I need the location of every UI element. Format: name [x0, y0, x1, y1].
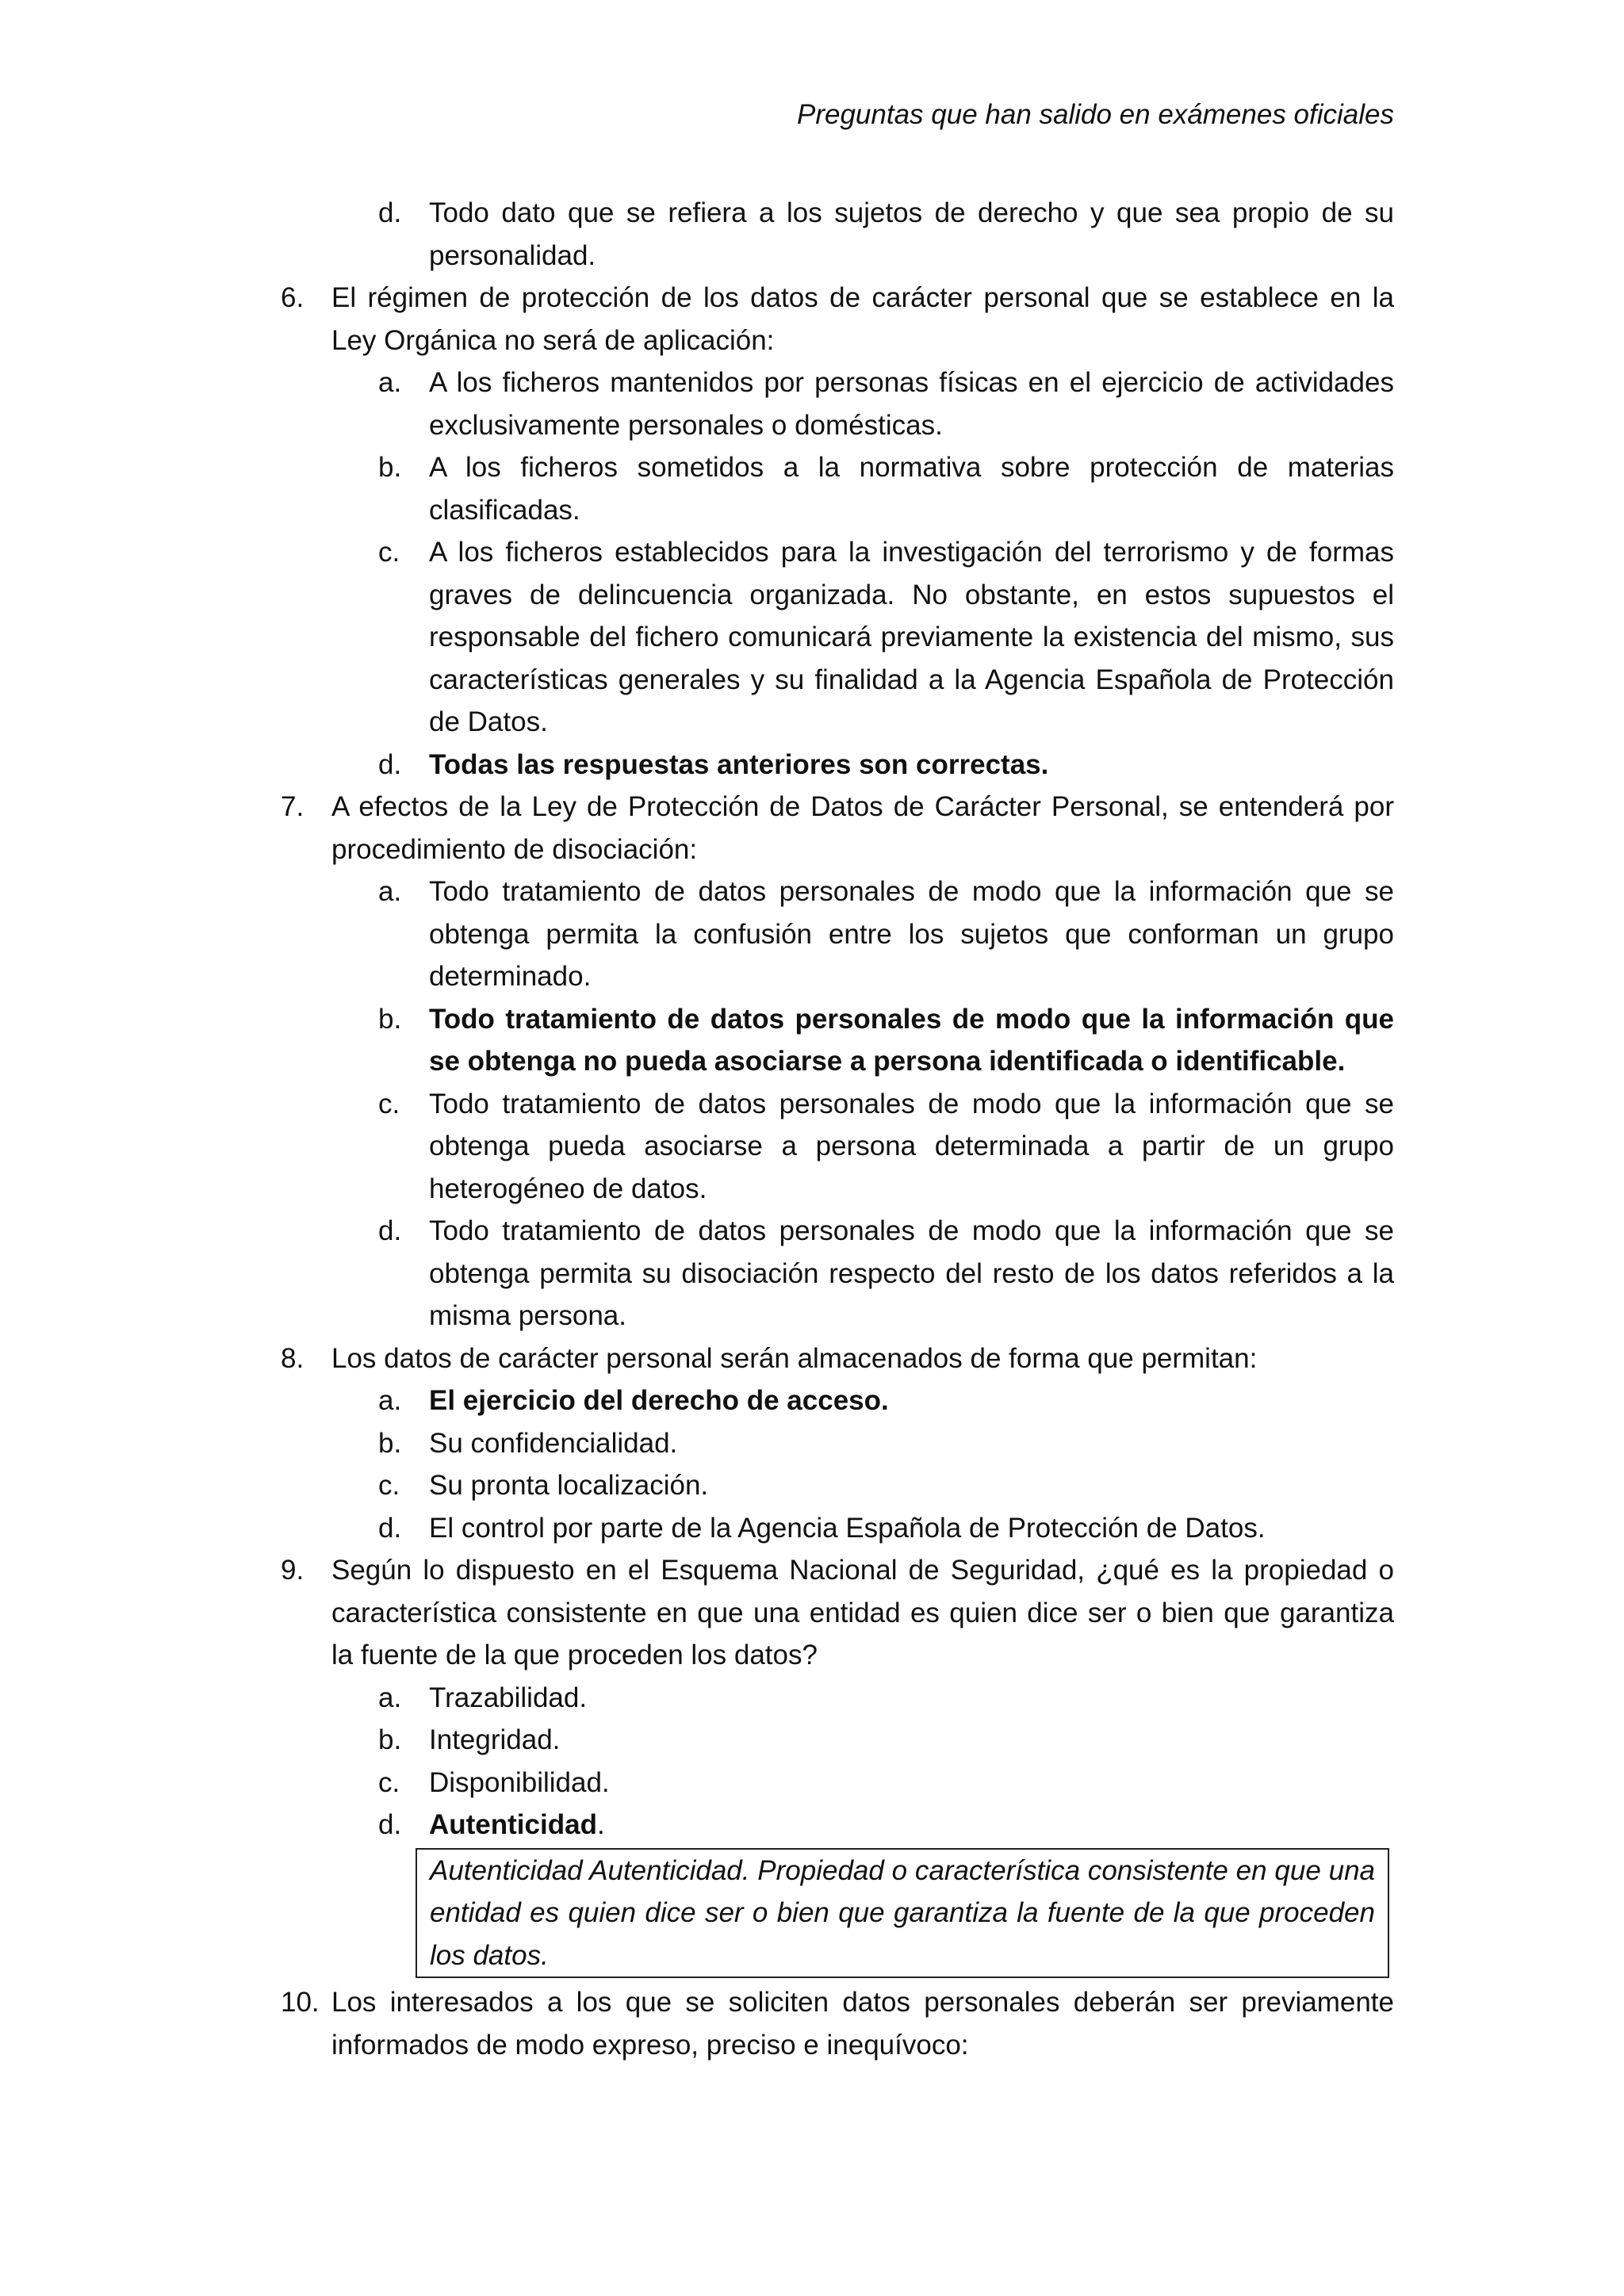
option-text: Todo tratamiento de datos personales de modo que la información que se obtenga permita su disociación respecto del resto de los datos referidos a la misma persona.	[429, 1215, 1394, 1331]
option-letter: b.	[378, 1724, 402, 1755]
option-text: Trazabilidad.	[429, 1682, 588, 1713]
option-letter: d.	[378, 748, 402, 780]
q8-option-a-correct	[378, 1380, 1394, 1422]
option-text: Integridad.	[429, 1724, 561, 1755]
q8-option-d	[378, 1507, 1394, 1550]
option-text: El ejercicio del derecho de acceso.	[429, 1385, 889, 1416]
question-7	[281, 786, 1394, 871]
q9-option-c	[378, 1762, 1394, 1804]
question-6	[281, 277, 1394, 362]
option-letter: c.	[378, 1766, 400, 1798]
option-text: A los ficheros sometidos a la normativa sobre protección de materias clasificadas.	[429, 452, 1394, 526]
q7-option-a	[378, 871, 1394, 998]
option-letter: b.	[378, 1427, 402, 1459]
q6-option-d-correct	[378, 744, 1394, 786]
option-letter: d.	[378, 1809, 402, 1840]
option-letter: a.	[378, 876, 402, 907]
option-text: A los ficheros establecidos para la investigación del terrorismo y de formas graves de delincuencia organizada. No obstante, en estos supuestos el responsable del fichero comunicará previamente la existencia del mismo, sus características generales y su finalidad a la Agencia Española de Protección de Datos.	[429, 537, 1394, 737]
question-number: 7.	[281, 791, 304, 822]
q8-option-c	[378, 1464, 1394, 1507]
question-number: 6.	[281, 282, 304, 313]
option-letter: d.	[378, 1512, 402, 1544]
page-header: Preguntas que han salido en exámenes oficiales	[797, 99, 1394, 130]
option-letter: a.	[378, 367, 402, 398]
q7-option-b-correct	[378, 998, 1394, 1083]
option-letter: c.	[378, 1470, 400, 1501]
option-suffix: .	[596, 1809, 605, 1840]
question-8	[281, 1337, 1394, 1380]
option-text: Disponibilidad.	[429, 1766, 610, 1798]
option-letter: a.	[378, 1682, 402, 1713]
option-text: Autenticidad	[429, 1809, 597, 1840]
q6-option-c	[378, 531, 1394, 744]
option-letter: c.	[378, 537, 400, 568]
option-text: Su pronta localización.	[429, 1470, 709, 1501]
question-9	[281, 1549, 1394, 1677]
explanation-box: Autenticidad Autenticidad. Propiedad o característica consistente en que una entidad es quien dice ser o bien que garantiza la fuente de la que proceden los datos.	[416, 1848, 1389, 1979]
q7-option-d	[378, 1210, 1394, 1337]
option-letter: d.	[378, 1215, 402, 1246]
option-text: Su confidencialidad.	[429, 1427, 678, 1459]
option-letter: d.	[378, 197, 402, 228]
question-text: Los interesados a los que se soliciten datos personales deberán ser previamente informados de modo expreso, preciso e inequívoco:	[331, 1987, 1394, 2061]
question-number: 10.	[281, 1987, 320, 2018]
q8-option-b	[378, 1422, 1394, 1465]
option-letter: b.	[378, 1003, 402, 1035]
question-text: Los datos de carácter personal serán almacenados de forma que permitan:	[331, 1342, 1258, 1374]
option-text: Todo tratamiento de datos personales de modo que la información que se obtenga pueda asociarse a persona determinada a partir de un grupo heterogéneo de datos.	[429, 1088, 1394, 1204]
option-letter: c.	[378, 1088, 400, 1119]
q7-option-c	[378, 1083, 1394, 1211]
q9-option-a	[378, 1677, 1394, 1720]
option-text: El control por parte de la Agencia Española de Protección de Datos.	[429, 1512, 1266, 1544]
questions-list	[0, 192, 1624, 2066]
question-text: Según lo dispuesto en el Esquema Nacional de Seguridad, ¿qué es la propiedad o característica consistente en que una entidad es quien dice ser o bien que garantiza la fuente de la que proceden los datos?	[331, 1555, 1394, 1670]
option-letter: a.	[378, 1385, 402, 1416]
option-text: Todo dato que se refiera a los sujetos de derecho y que sea propio de su personalidad.	[429, 197, 1394, 271]
q9-option-b	[378, 1719, 1394, 1762]
option-text: Todo tratamiento de datos personales de modo que la información que se obtenga permita la confusión entre los sujetos que conforman un grupo determinado.	[429, 876, 1394, 992]
option-text: Todo tratamiento de datos personales de modo que la información que se obtenga no pueda asociarse a persona identificada o identificable.	[429, 1003, 1394, 1077]
question-text: A efectos de la Ley de Protección de Datos de Carácter Personal, se entenderá por procedimiento de disociación:	[331, 791, 1394, 865]
option-text: Todas las respuestas anteriores son correctas.	[429, 748, 1049, 780]
option-text: A los ficheros mantenidos por personas físicas en el ejercicio de actividades exclusivamente personales o domésticas.	[429, 367, 1394, 441]
option-letter: b.	[378, 452, 402, 483]
question-text: El régimen de protección de los datos de carácter personal que se establece en la Ley Orgánica no será de aplicación:	[331, 282, 1394, 356]
question-10	[281, 1981, 1394, 2066]
question-number: 8.	[281, 1342, 304, 1374]
q6-option-b	[378, 446, 1394, 531]
q5-option-d	[378, 192, 1394, 277]
q9-option-d-correct	[378, 1804, 1394, 1846]
question-number: 9.	[281, 1555, 304, 1586]
q6-option-a	[378, 362, 1394, 446]
